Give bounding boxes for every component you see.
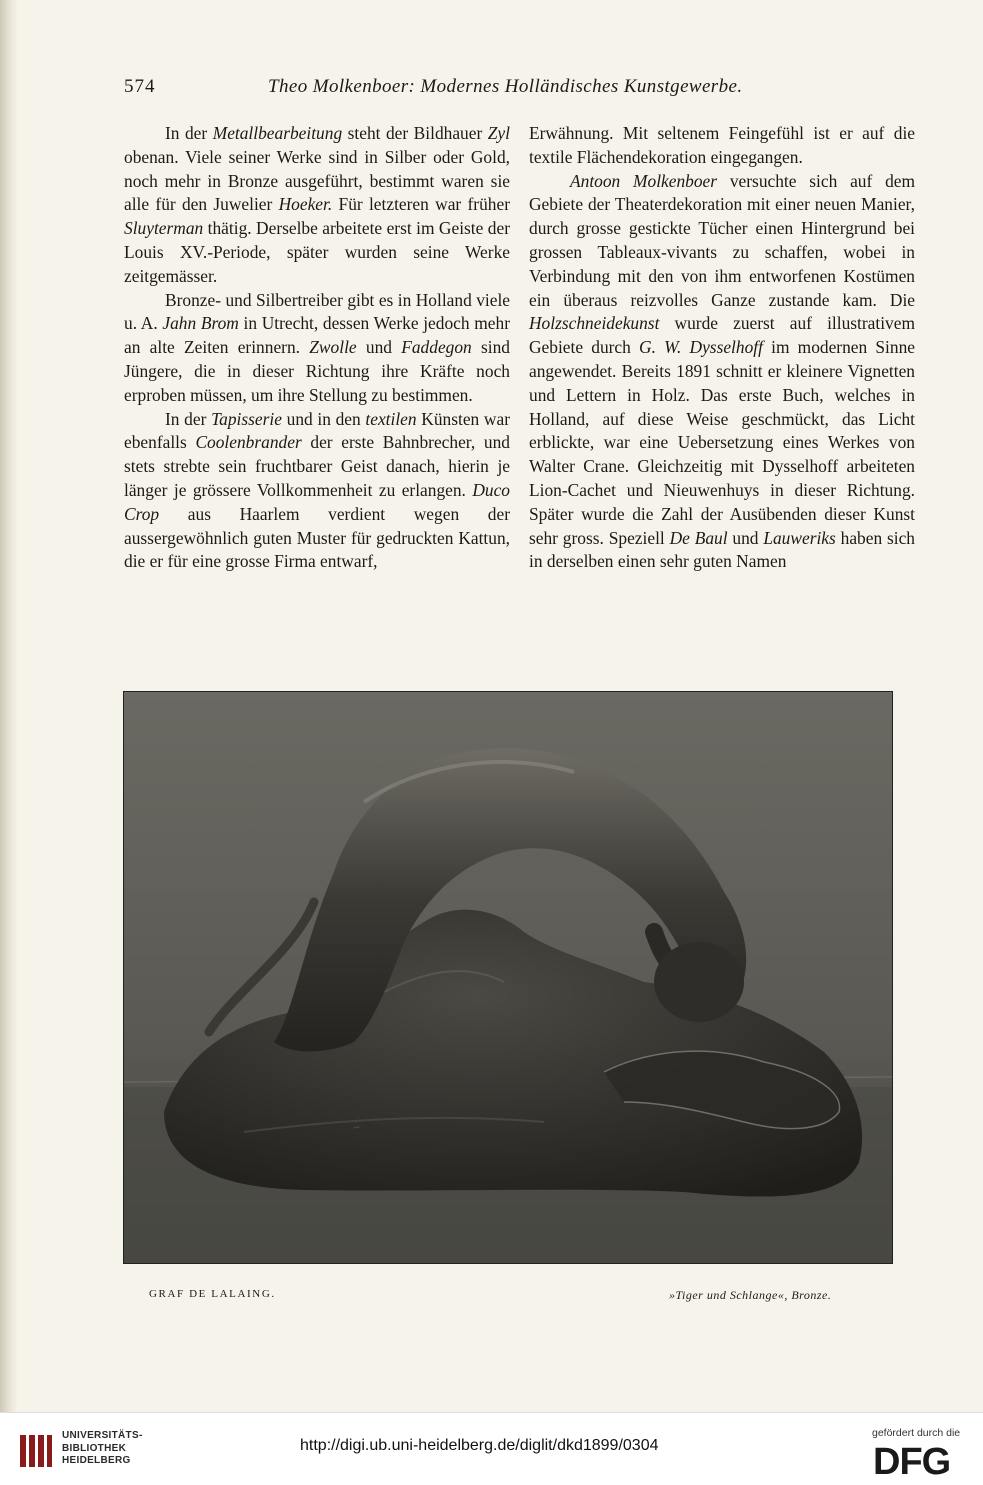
italic-name: Coolenbrander bbox=[195, 432, 302, 453]
left-text-column bbox=[124, 122, 510, 574]
dfg-logo: DFG bbox=[873, 1441, 951, 1483]
italic-name: Metallbearbeitung bbox=[212, 123, 343, 143]
running-header bbox=[124, 76, 776, 104]
italic-name: Lauweriks bbox=[763, 527, 836, 548]
digitization-footer bbox=[0, 1412, 983, 1485]
italic-name: Tapisserie bbox=[211, 408, 282, 429]
paragraph: Erwähnung. Mit seltenem Feingefühl ist er auf die textile Flächendekoration eingegangen. bbox=[529, 123, 915, 167]
running-title: Theo Molkenboer: Modernes Holländisches Kunstgewerbe. bbox=[268, 76, 743, 97]
sculpture-photograph bbox=[123, 691, 893, 1264]
italic-name: De Baul bbox=[669, 527, 728, 548]
figure-caption-title: »Tiger und Schlange«, Bronze. bbox=[669, 1288, 832, 1302]
italic-name: Jahn Brom bbox=[162, 313, 239, 334]
right-text-column bbox=[529, 122, 915, 574]
funding-note: gefördert durch die bbox=[872, 1427, 961, 1439]
paragraph: Bronze- und Silbertreiber gibt es in Holland viele u. A. Jahn Brom in Utrecht, dessen Werke jedoch mehr an alte Zeiten erinnern. Zwolle und Faddegon sind Jüngere, die in dieser Richtung ihre Kräfte noch erproben müssen, um ihre Stellung zu bestimmen. bbox=[124, 289, 510, 405]
italic-name: Duco Crop bbox=[124, 479, 510, 524]
paragraph: Antoon Molkenboer versuchte sich auf dem Gebiete der Theaterdekoration mit einer neuen Manier, durch grosse gestickte Tücher einen Hintergrund bei grossen Tableaux-vivants zu schaffen, wobei in Verbindung mit den von ihm entworfenen Kostümen ein überaus reizvolles Ganze zustande kam. Die Holzschneidekunst wurde zuerst auf illustrativem Gebiete durch G. W. Dysselhoff im modernen Sinne angewendet. Bereits 1891 schnitt er kleinere Vignetten und Lettern in Holz. Das erste Buch, welches in Holland, auf diese Weise geschmückt, das Licht erblickte, war eine Uebersetzung eines Werkes von Walter Crane. Gleichzeitig mit Dysselhoff arbeiteten Lion-Cachet und Nieuwenhuys in dieser Richtung. Später wurde die Zahl der Ausübenden dieser Kunst sehr gross. Speziell De Baul und Lauweriks haben sich in derselben einen sehr guten Namen bbox=[529, 170, 916, 572]
library-name: UNIVERSITÄTS- BIBLIOTHEK HEIDELBERG bbox=[62, 1430, 143, 1466]
italic-name: Zwolle bbox=[309, 337, 357, 358]
paragraph: In der Tapisserie und in den textilen Künsten war ebenfalls Coolenbrander der erste Bahnbrecher, und stets strebte sein fruchtbarer Geist danach, hierin je länger je grössere Vollkommenheit zu erlangen. Duco Crop aus Haarlem verdient wegen der aussergewöhnlich guten Muster für gedruckten Kattun, die er für eine grosse Firma entwarf, bbox=[124, 408, 510, 572]
page-gutter-shadow bbox=[0, 0, 18, 1412]
svg-text:~: ~ bbox=[351, 1119, 361, 1135]
permalink[interactable]: http://digi.ub.uni-heidelberg.de/diglit/dkd1899/0304 bbox=[300, 1437, 659, 1454]
italic-name: textilen bbox=[365, 408, 417, 429]
italic-name: G. W. Dysselhoff bbox=[639, 337, 763, 358]
tiger-and-snake-sculpture-image bbox=[124, 692, 892, 1263]
italic-name: Faddegon bbox=[401, 337, 472, 358]
paragraph: In der Metallbearbeitung steht der Bildhauer Zyl obenan. Viele seiner Werke sind in Silber oder Gold, noch mehr in Bronze ausgeführt, bestimmt waren sie alle für den Juwelier Hoeker. Für letzteren war früher Sluyterman thätig. Derselbe arbeitete erst im Geiste der Louis XV.-Periode, später wurden seine Werke zeitgemässer. bbox=[124, 123, 510, 286]
italic-name: Zyl bbox=[487, 123, 510, 143]
italic-name: Sluyterman bbox=[124, 218, 204, 239]
italic-name: Antoon Molkenboer bbox=[570, 170, 718, 191]
figure-caption-artist: GRAF DE LALAING. bbox=[149, 1288, 276, 1300]
italic-name: Hoeker. bbox=[278, 194, 333, 215]
page-number: 574 bbox=[124, 76, 156, 97]
italic-name: Holzschneidekunst bbox=[529, 313, 660, 334]
university-library-logo-icon bbox=[18, 1431, 54, 1471]
